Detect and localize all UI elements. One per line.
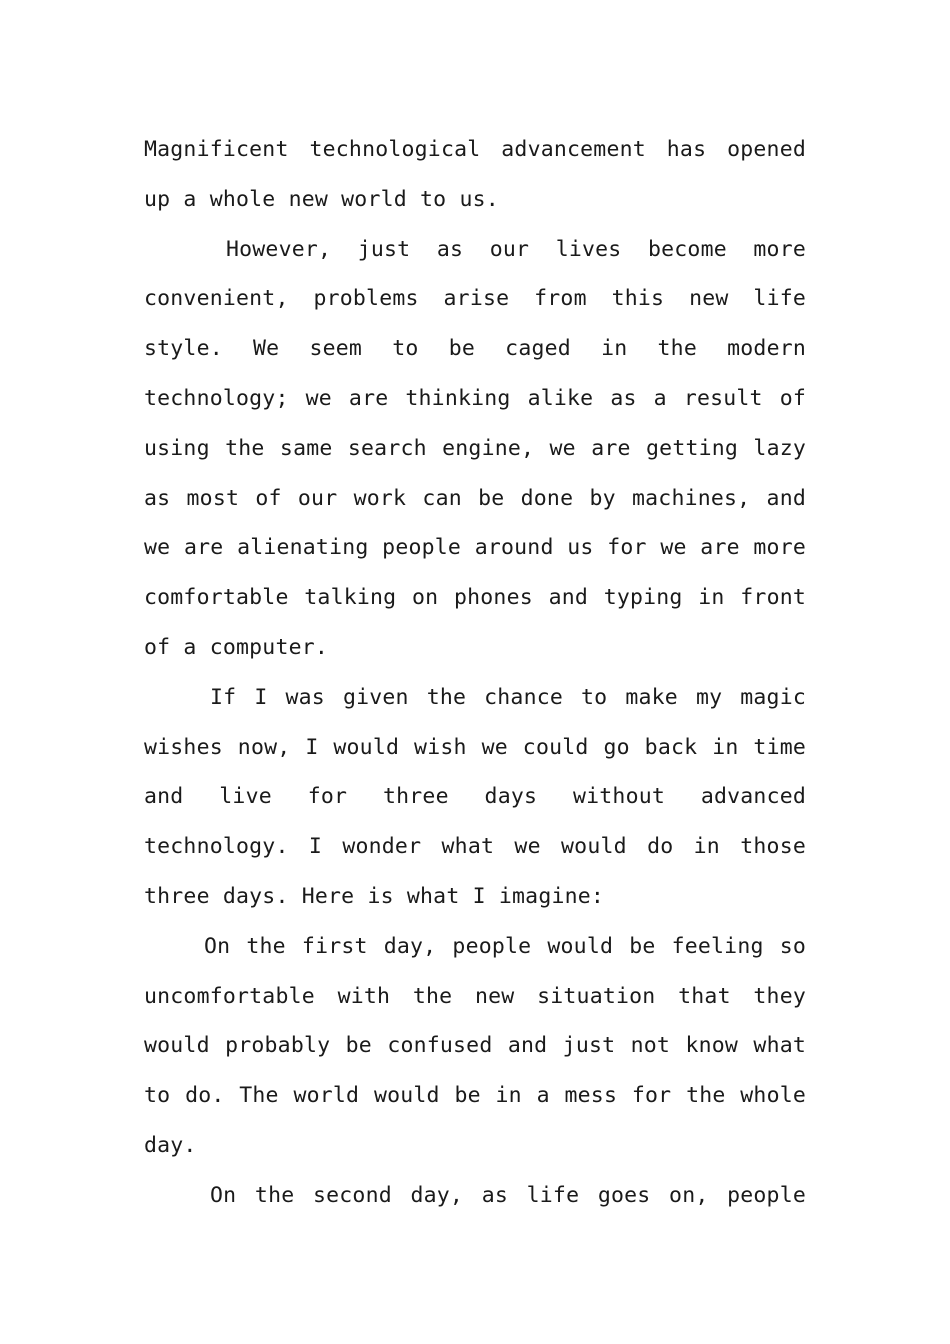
- paragraph-second-day: On the second day, as life goes on, people: [210, 1182, 806, 1208]
- paragraph-first-day: On the first day, people would be feeling so uncomfortable with the new situation that they would probably be confused and just not know what to do. The world would be in a mess for the whole day.: [144, 933, 806, 1158]
- document-body: [144, 125, 806, 1221]
- paragraph-magic-wishes: If I was given the chance to make my magic wishes now, I would wish we could go back in time and live for three days without advanced technology. I wonder what we would do in those three days. Here is what I imagine:: [144, 684, 806, 909]
- paragraph-problems: However, just as our lives become more convenient, problems arise from this new life style. We seem to be caged in the modern technology; we are thinking alike as a result of using the same search engine, we are getting lazy as most of our work can be done by machines, and we are alienating people around us for we are more comfortable talking on phones and typing in front of a computer.: [144, 236, 806, 660]
- paragraph-intro: Magnificent technological advancement has opened up a whole new world to us.: [144, 137, 806, 212]
